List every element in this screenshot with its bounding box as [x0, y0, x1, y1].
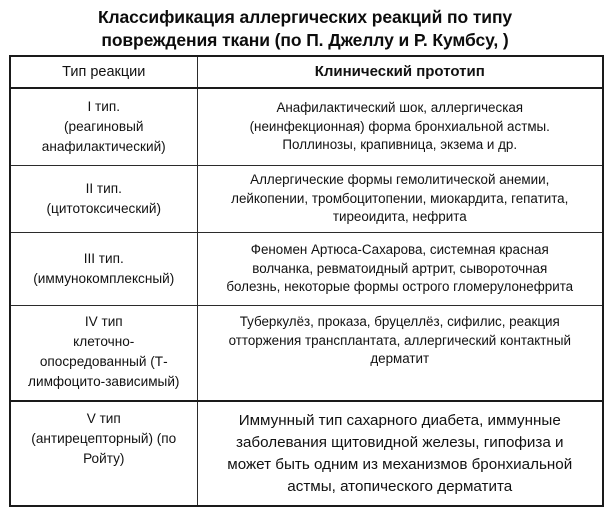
page-title-line-1: Классификация аллергических реакций по типу [97, 7, 513, 27]
table-row [10, 166, 603, 233]
table-header [10, 56, 603, 88]
column-header-clinical-prototype: Клинический прототип [197, 56, 603, 88]
cell-line: Иммунный тип сахарного диабета, иммунные [238, 411, 561, 429]
cell-line: дерматит [370, 351, 430, 366]
table-row [10, 233, 603, 306]
cell-reaction-type [10, 401, 197, 506]
page-title [0, 0, 610, 52]
table-body [10, 88, 603, 506]
page-title-line-2: повреждения ткани (по П. Джеллу и Р. Кумбсу, ) [101, 30, 509, 50]
cell-reaction-type [10, 233, 197, 306]
cell-clinical-prototype [197, 306, 603, 402]
cell-line: может быть одним из механизмов бронхиальной [227, 455, 573, 473]
cell-line: (неинфекционная) форма бронхиальной астмы. [249, 118, 550, 134]
cell-reaction-type [10, 306, 197, 402]
classification-table-container [9, 55, 602, 507]
cell-line: II тип. [85, 181, 122, 196]
cell-reaction-type [10, 166, 197, 233]
cell-line: Поллинозы, крапивница, экзема и др. [282, 137, 518, 153]
cell-clinical-prototype [197, 401, 603, 506]
cell-line: V тип [86, 411, 121, 426]
cell-clinical-prototype [197, 233, 603, 306]
cell-line: астмы, атопического дерматита [287, 477, 513, 495]
cell-line: (реагиновый [64, 119, 144, 134]
cell-line: отторжения трансплантата, аллергический контактный [228, 332, 571, 348]
cell-clinical-prototype [197, 88, 603, 166]
cell-reaction-type [10, 88, 197, 166]
column-header-reaction-type: Тип реакции [10, 56, 197, 88]
cell-line: заболевания щитовидной железы, гипофиза и [235, 433, 564, 451]
cell-line: анафилактический) [41, 139, 166, 154]
cell-line: (цитотоксический) [46, 201, 161, 216]
cell-line: волчанка, ревматоидный артрит, сывороточная [252, 260, 548, 276]
table-row [10, 88, 603, 166]
table-row [10, 306, 603, 402]
cell-clinical-prototype [197, 166, 603, 233]
cell-line: Аллергические формы гемолитической анемии, [250, 172, 550, 188]
cell-line: клеточно- [73, 334, 135, 349]
table-header-row [10, 56, 603, 88]
cell-line: опосредованный (Т- [39, 354, 168, 369]
table-row [10, 401, 603, 506]
classification-table [9, 55, 604, 507]
cell-line: Феномен Артюса-Сахарова, системная красная [250, 242, 549, 258]
cell-line: III тип. [83, 251, 124, 266]
cell-line: Анафилактический шок, аллергическая [276, 100, 524, 116]
cell-line: лейкопении, тромбоцитопении, миокардита, гепатита, [231, 190, 569, 206]
cell-line: болезнь, некоторые формы острого гломерулонефрита [226, 279, 574, 295]
cell-line: (антирецепторный) (по [31, 431, 177, 446]
cell-line: Туберкулёз, проказа, бруцеллёз, сифилис, реакция [239, 314, 560, 329]
cell-line: лимфоцито-зависимый) [28, 374, 180, 389]
cell-line: IV тип [84, 314, 123, 329]
cell-line: Ройту) [83, 451, 125, 466]
cell-line: тиреоидита, нефрита [332, 209, 467, 225]
cell-line: (иммунокомплексный) [33, 271, 175, 286]
cell-line: I тип. [87, 99, 120, 114]
